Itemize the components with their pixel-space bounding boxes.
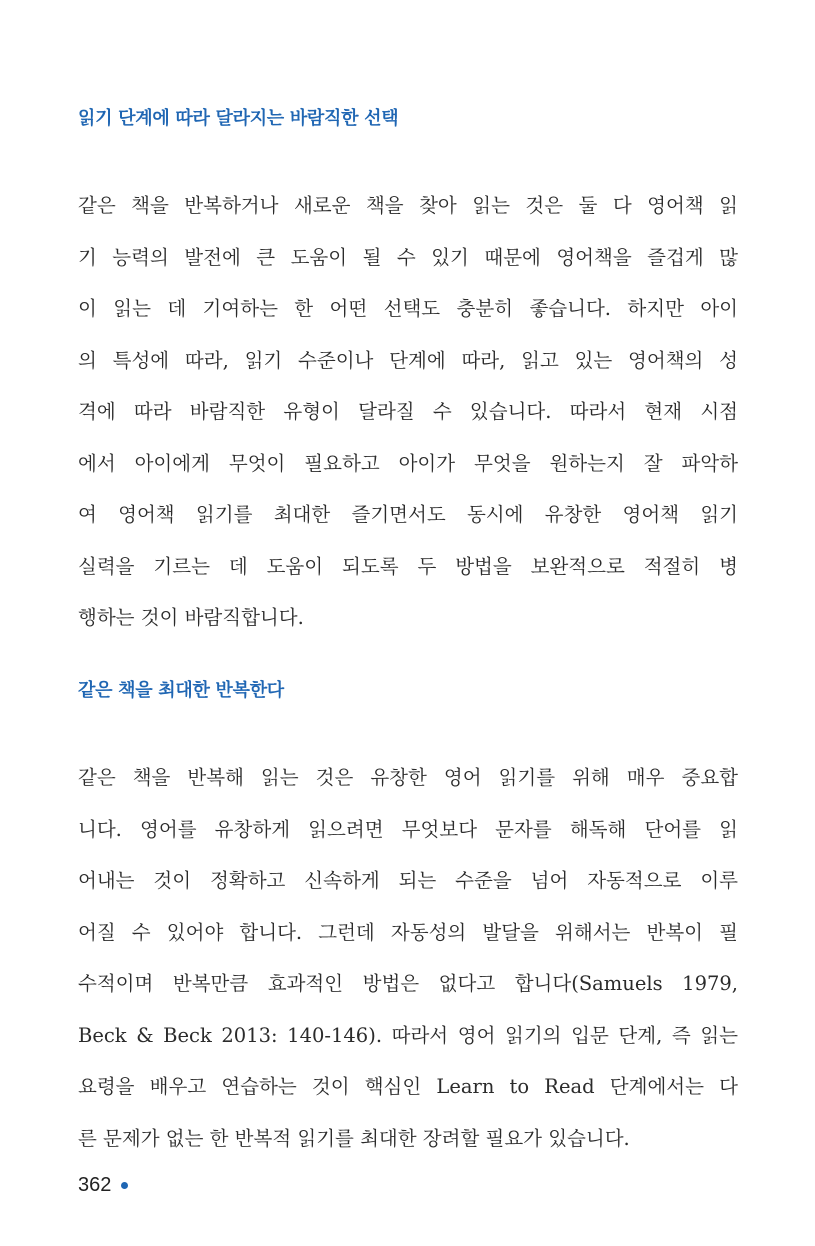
text-line: 격에 따라 바람직한 유형이 달라질 수 있습니다. 따라서 현재 시점 (78, 400, 738, 423)
bullet-dot-icon (121, 1182, 128, 1189)
text-line: 른 문제가 없는 한 반복적 읽기를 최대한 장려할 필요가 있습니다. (78, 1126, 630, 1150)
page-footer (78, 1174, 128, 1197)
paragraph-repeat-reading (78, 752, 738, 1164)
text-line: 수적이며 반복만큼 효과적인 방법은 없다고 합니다(Samuels 1979, (78, 972, 738, 995)
paragraph-reading-stage (78, 180, 738, 644)
section-heading-reading-stage: 읽기 단계에 따라 달라지는 바람직한 선택 (78, 108, 399, 129)
page-number: 362 (78, 1174, 112, 1196)
text-line: 어내는 것이 정확하고 신속하게 되는 수준을 넘어 자동적으로 이루 (78, 869, 738, 892)
text-line: 행하는 것이 바람직합니다. (78, 606, 304, 629)
text-line: 여 영어책 읽기를 최대한 즐기면서도 동시에 유창한 영어책 읽기 (78, 503, 738, 526)
text-line: 의 특성에 따라, 읽기 수준이나 단계에 따라, 읽고 있는 영어책의 성 (78, 348, 738, 372)
text-line: 이 읽는 데 기여하는 한 어떤 선택도 충분히 좋습니다. 하지만 아이 (78, 297, 738, 320)
section-heading-repeat-reading: 같은 책을 최대한 반복한다 (78, 680, 284, 701)
text-line: 니다. 영어를 유창하게 읽으려면 무엇보다 문자를 해독해 단어를 읽 (78, 817, 738, 841)
text-line: Beck & Beck 2013: 140-146). 따라서 영어 읽기의 입문 단계, 즉 읽는 (78, 1023, 738, 1047)
text-line: 요령을 배우고 연습하는 것이 핵심인 Learn to Read 단계에서는 다 (78, 1075, 738, 1098)
text-line: 실력을 기르는 데 도움이 되도록 두 방법을 보완적으로 적절히 병 (78, 554, 738, 578)
text-line: 같은 책을 반복해 읽는 것은 유창한 영어 읽기를 위해 매우 중요합 (78, 766, 738, 789)
text-line: 어질 수 있어야 합니다. 그런데 자동성의 발달을 위해서는 반복이 필 (78, 920, 738, 944)
text-line: 같은 책을 반복하거나 새로운 책을 찾아 읽는 것은 둘 다 영어책 읽 (78, 194, 738, 217)
text-line: 기 능력의 발전에 큰 도움이 될 수 있기 때문에 영어책을 즐겁게 많 (78, 245, 738, 269)
text-line: 에서 아이에게 무엇이 필요하고 아이가 무엇을 원하는지 잘 파악하 (78, 451, 738, 475)
